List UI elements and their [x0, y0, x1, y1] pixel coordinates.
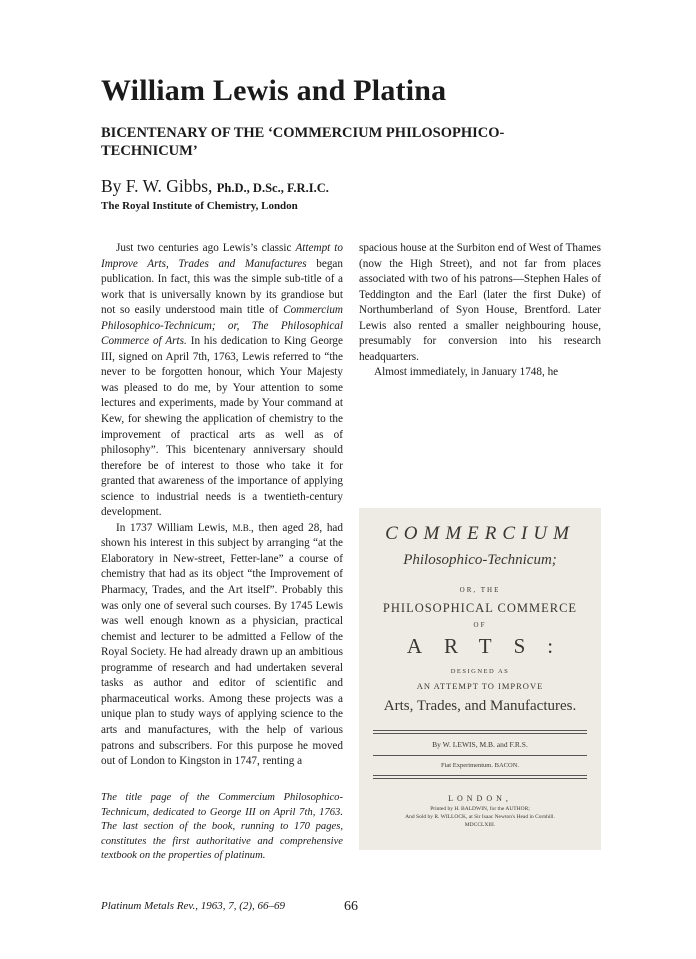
plate-seller: And Sold by R. WILLOCK, at Sir Isaac Newton's Head in Cornhill. — [405, 814, 555, 820]
author-byline — [101, 176, 329, 197]
article-subtitle: BICENTENARY OF THE ‘COMMERCIUM PHILOSOPHICO-TECHNICUM’ — [101, 125, 505, 159]
plate-rule — [373, 778, 587, 779]
page-number: 66 — [344, 899, 358, 914]
author-affiliation: The Royal Institute of Chemistry, London — [101, 200, 298, 212]
paragraph-2-continued: spacious house at the Surbiton end of West of Thames (now the High Street), and not far from places associated with two of his patrons—Stephen Hales of Teddington and the Earl (later the first Duke) of Northumberland of Syon House, Brentford. Later Lewis also rented a smaller neighbouring house, presumably for conversion into his research headquarters. — [359, 242, 601, 363]
plate-rule — [373, 733, 587, 734]
figure-caption: The title page of the Commercium Philosophico-Technicum, dedicated to George III on April 7th, 1763. The last section of the book, running to 170 pages, constitutes the first authoritative and comprehensive textbook on the properties of platinum. — [101, 792, 343, 861]
plate-rule — [373, 730, 587, 731]
paragraph-1: Just two centuries ago Lewis’s classic Attempt to Improve Arts, Trades and Manufactures began publication. In fact, this was the simple sub-title of a work that is universally known by its grandiose but not so easily understood main title of Commercium Philosophico-Technicum; or, The Philosophical Commerce of Arts. In his dedication to King George III, signed on April 7th, 1763, Lewis referred to “the never to be forgotten honour, which Your Majesty was pleased to do me, by Your attention to some lectures and experiments, made by Your command at Kew, for shewing the application of chemistry to the improvement of practical arts as well as of philosophy”. This bicentenary anniversary should therefore be of interest to those who take it for granted that awareness of the importance of applying science to industrial needs is a twentieth-century development. — [101, 242, 343, 519]
plate-year: MDCCLXIII. — [464, 822, 496, 828]
plate-philosophico: Philosophico-Technicum; — [403, 552, 557, 568]
plate-or-the: OR, THE — [459, 586, 501, 594]
plate-by-line: By W. LEWIS, M.B. and F.R.S. — [432, 740, 528, 749]
paragraph-3: Almost immediately, in January 1748, he — [374, 366, 559, 379]
text-column-right — [359, 241, 601, 381]
text-column-left — [101, 241, 343, 770]
author-qualifications: Ph.D., D.Sc., F.R.I.C. — [216, 181, 329, 195]
paragraph-2: In 1737 William Lewis, M.B., then aged 28, had shown his interest in this subject by arranging “at the Elaboratory in New-street, Fetter-lane” a course of chemistry that had as its object “the Improvement of Pharmacy, Trades, and the Art itself”. Probably this was only one of several such courses. By 1745 Lewis was well enough known as a physician, practical chemist and lecturer to be admitted a Fellow of the Royal Society. He had already drawn up an ambitious programme of research and had undertaken several tasks as author and editor of scientific and pharmaceutical works. Among these projects was a unique plan to study ways of applying science to the arts and manufactures, with the help of various patrons and subscribers. For this purpose he moved out of London to Kingston in 1747, renting a — [101, 521, 343, 768]
plate-arts-trades: Arts, Trades, and Manufactures. — [383, 698, 577, 714]
plate-philosophical-commerce: PHILOSOPHICAL COMMERCE — [382, 601, 578, 615]
plate-commercium: COMMERCIUM — [385, 523, 575, 544]
article-title: William Lewis and Platina — [101, 74, 447, 107]
plate-rule — [373, 755, 587, 756]
title-page-figure — [359, 508, 601, 850]
plate-london: LONDON, — [448, 794, 512, 803]
plate-of: OF — [473, 621, 487, 629]
plate-attempt: AN ATTEMPT TO IMPROVE — [416, 681, 544, 691]
plate-rule — [373, 775, 587, 776]
plate-designed-as: DESIGNED AS — [450, 668, 510, 675]
plate-arts: ARTS: — [406, 634, 576, 658]
author-name: By F. W. Gibbs, — [101, 176, 213, 196]
plate-motto: Fiat Experimentum. BACON. — [441, 762, 519, 769]
journal-citation: Platinum Metals Rev., 1963, 7, (2), 66–69 — [101, 900, 286, 912]
plate-printer: Printed by H. BALDWIN, for the AUTHOR; — [430, 806, 530, 812]
